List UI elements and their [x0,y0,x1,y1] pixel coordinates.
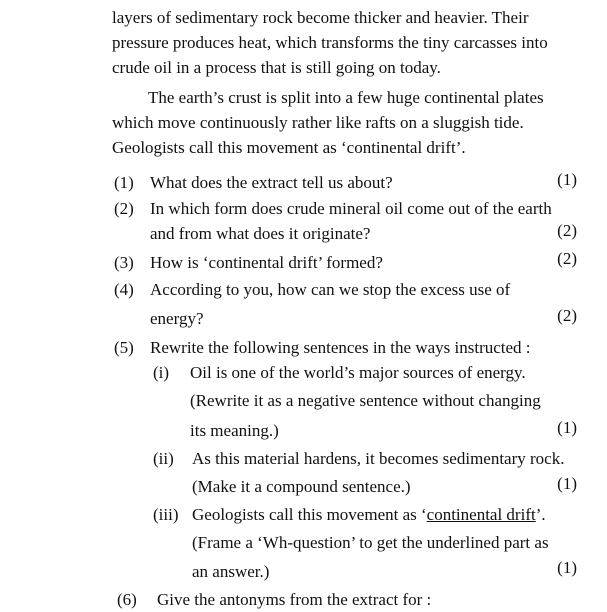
passage-line: pressure produces heat, which transforms the tiny carcasses into [112,33,548,52]
subquestion-number: (iii) [153,505,179,524]
question-marks: (1) [557,474,577,493]
subquestion-text: As this material hardens, it becomes sedimentary rock. [192,449,565,468]
question-text: In which form does crude mineral oil come out of the earth [150,199,552,218]
question-text: and from what does it originate? [150,224,371,243]
question-number: (3) [114,253,134,272]
question-text: Rewrite the following sentences in the ways instructed : [150,338,531,357]
question-number: (6) [117,590,137,609]
question-text: Give the antonyms from the extract for : [157,590,432,609]
question-marks: (1) [557,170,577,189]
underlined-phrase: continental drift [426,505,536,524]
passage-line: layers of sedimentary rock become thicker and heavier. Their [112,8,529,27]
subquestion-text: Geologists call this movement as ‘continental drift’. [192,505,546,524]
question-marks: (2) [557,249,577,268]
question-number: (5) [114,338,134,357]
subquestion-number: (ii) [153,449,174,468]
subquestion-text: an answer.) [192,562,270,581]
subquestion-text: its meaning.) [190,421,279,440]
passage-line: Geologists call this movement as ‘continental drift’. [112,138,466,157]
subquestion-text: (Rewrite it as a negative sentence without changing [190,391,541,410]
passage-line: which move continuously rather like rafts on a sluggish tide. [112,113,524,132]
question-text: What does the extract tell us about? [150,173,393,192]
question-marks: (2) [557,221,577,240]
question-number: (2) [114,199,134,218]
question-number: (4) [114,280,134,299]
question-text: How is ‘continental drift’ formed? [150,253,383,272]
subquestion-text: (Make it a compound sentence.) [192,477,411,496]
subquestion-text: Oil is one of the world’s major sources of energy. [190,363,526,382]
passage-line: The earth’s crust is split into a few huge continental plates [148,88,544,107]
passage-line: crude oil in a process that is still going on today. [112,58,441,77]
question-marks: (1) [557,418,577,437]
question-number: (1) [114,173,134,192]
question-marks: (1) [557,558,577,577]
question-text: According to you, how can we stop the excess use of [150,280,511,299]
subquestion-number: (i) [153,363,170,382]
question-marks: (2) [557,306,577,325]
question-text: energy? [150,309,204,328]
subquestion-text: (Frame a ‘Wh-question’ to get the underlined part as [192,533,549,552]
